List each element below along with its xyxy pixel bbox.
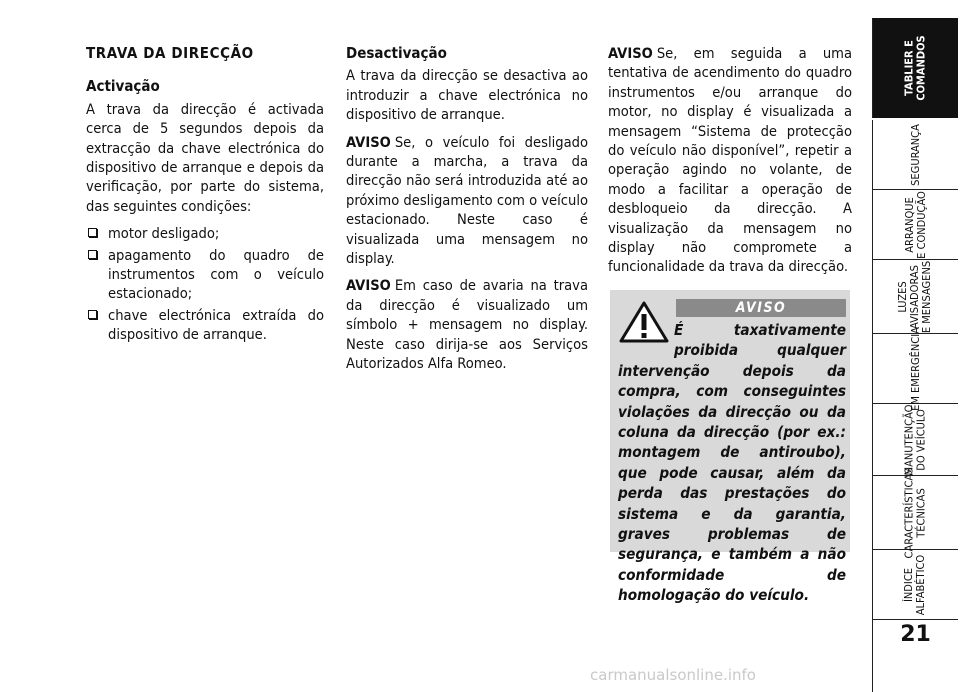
section-title: TRAVA DA DIRECÇÃO [86, 44, 254, 62]
list-item: apagamento do quadro de instrumentos com o veículo estacionado; [86, 246, 324, 304]
list-item: motor desligado; [86, 224, 324, 243]
tab-caracteristicas-tecnicas[interactable]: CARACTERÍSTICAS TÉCNICAS [872, 476, 958, 550]
aviso-note-3: AVISO Se, em seguida a uma tentativa de acendimento do quadro instrumentos e/ou arranque do motor, no display é visualizada a mensagem “Sistema de protecção do veículo não disponível”, repetir a operação agindo no volante, de modo a facilitar a operação de desbloqueio da direcção. A visualização da mensagem no display não compromete a funcionalidade da trava da direcção. [608, 45, 852, 276]
warning-label: AVISO [676, 299, 846, 317]
tab-em-emergencia[interactable]: EM EMERGÊNCIA [872, 334, 958, 404]
activation-paragraph: A trava da direcção é activada cerca de 5 segundos depois da extracção da chave electrónica do dispositivo de arranque e depois da verificação, por parte do sistema, das seguintes condições: [86, 100, 324, 215]
tab-manutencao[interactable]: MANUTENÇÃO DO VEÍCULO [872, 404, 958, 476]
column-middle [346, 44, 588, 382]
tab-indice-alfabetico[interactable]: ÍNDICE ALFABÉTICO [872, 550, 958, 620]
page-number: 21 [872, 620, 958, 692]
subsection-activation: Activação [86, 77, 160, 96]
deactivation-paragraph: A trava da direcção se desactiva ao introduzir a chave electrónica no dispositivo de arranque. [346, 67, 588, 124]
tab-seguranca[interactable]: SEGURANÇA [872, 120, 958, 190]
chapter-tabs [872, 0, 960, 692]
checkbox-bullet-icon [88, 310, 97, 319]
column-right [608, 44, 852, 285]
checkbox-bullet-icon [88, 228, 97, 237]
tab-tablier-comandos[interactable]: TABLIER E COMANDOS [872, 18, 958, 118]
aviso-note-2: AVISO Em caso de avaria na trava da direcção é visualizado um símbolo + mensagem no display. Neste caso dirija-se aos Serviços Autorizados Alfa Romeo. [346, 277, 588, 373]
subsection-deactivation: Desactivação [346, 44, 447, 62]
warning-box [610, 290, 850, 605]
conditions-list [86, 224, 324, 344]
list-item: chave electrónica extraída do dispositivo de arranque. [86, 306, 324, 345]
warning-text: É taxativamente proibida qualquer intervenção depois da compra, com conseguintes violações da direcção ou da coluna da direcção (por ex.: montagem de antiroubo), que pode causar, além da perda das prestações do sistema e da garantia, graves problemas de segurança, e também a não conformidade de homologação do veículo. [618, 321, 846, 605]
aviso-note-1: AVISO Se, o veículo foi desligado durante a marcha, a trava da direcção não será introduzida até ao próximo desligamento com o veículo estacionado. Neste caso é visualizada uma mensagem no display. [346, 133, 589, 268]
watermark: carmanualsonline.info [590, 666, 756, 684]
column-left [86, 44, 324, 347]
tab-arranque-conducao[interactable]: ARRANQUE E CONDUÇÃO [872, 190, 958, 260]
tab-luzes-avisadoras[interactable]: LUZES AVISADORAS E MENSAGENS [872, 260, 958, 334]
checkbox-bullet-icon [88, 250, 97, 259]
